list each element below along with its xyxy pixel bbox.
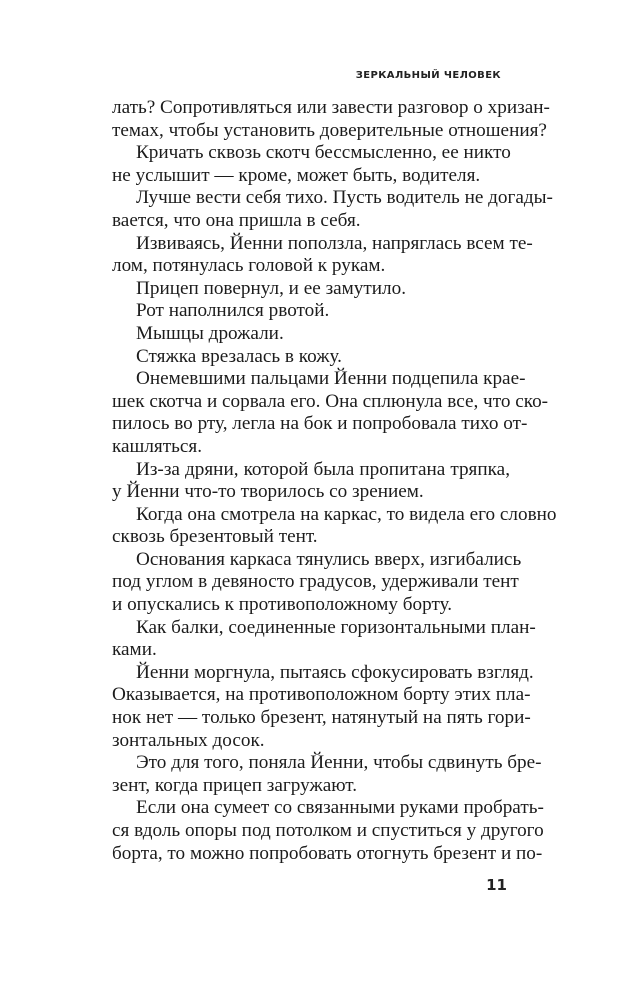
text-line: пилось во рту, легла на бок и попробовала тихо от- [112,413,528,435]
text-line: Как балки, соединенные горизонтальными план- [136,616,536,638]
text-line: лать? Сопротивляться или завести разговор о хризан- [112,97,550,118]
text-line: Это для того, поняла Йенни, чтобы сдвинуть бре- [136,752,542,774]
text-line: ся вдоль опоры под потолком и спуститься у другого [112,820,544,841]
text-line: Из-за дряни, которой была пропитана тряпка, [136,458,510,480]
text-line: шек скотча и сорвала его. Она сплюнула все, что ско- [112,390,549,412]
text-line: Мышцы дрожали. [136,322,284,344]
paragraph [112,232,533,278]
paragraph [112,616,536,662]
paragraph [112,142,510,187]
text-line: лом, потянулась головой к рукам. [112,255,386,277]
paragraph [112,97,550,142]
text-line: и опускались к противоположному борту. [112,594,453,616]
text-line: ками. [112,639,157,661]
text-line: сквозь брезентовый тент. [112,526,318,548]
paragraph [112,548,522,617]
paragraph [112,752,542,797]
text-line: темах, чтобы установить доверительные отношения? [112,119,547,141]
text-line: под углом в девяносто градусов, удерживали тент [112,571,519,593]
text-line: Лучше вести себя тихо. Пусть водитель не догады- [136,187,553,209]
paragraph [112,300,510,323]
text-line: кашляться. [112,435,202,457]
text-line: Если она сумеет со связанными руками пробрать- [136,797,544,819]
text-line: Йенни моргнула, пытаясь сфокусировать взгляд. [136,661,534,683]
page-number: 11 [486,876,507,894]
paragraph [112,278,510,301]
body-text [112,97,557,865]
running-header: ЗЕРКАЛЬНЫЙ ЧЕЛОВЕК [355,70,501,81]
text-line: Прицеп повернул, и ее замутило. [136,277,407,299]
text-line: борта, то можно попробовать отогнуть брезент и по- [112,842,543,864]
text-line: зонтальных досок. [112,729,265,751]
paragraph [112,459,510,504]
paragraph [112,346,510,369]
text-line: Онемевшими пальцами Йенни подцепила крае- [136,368,526,390]
text-line: Основания каркаса тянулись вверх, изгибались [136,548,522,570]
paragraph [112,797,544,865]
text-line: Стяжка врезалась в кожу. [136,345,342,367]
text-line: зент, когда прицеп загружают. [112,774,358,796]
paragraph [112,368,549,458]
paragraph [112,323,510,346]
text-line: не услышит — кроме, может быть, водителя. [112,164,481,186]
text-line: Оказывается, на противоположном борту этих пла- [112,684,531,706]
paragraph [112,503,557,549]
text-line: нок нет — только брезент, натянутый на пять гори- [112,707,531,729]
text-line: Когда она смотрела на каркас, то видела его словно [136,503,557,525]
text-line: Кричать сквозь скотч бессмысленно, ее никто [136,142,511,164]
text-line: у Йенни что-то творилось со зрением. [112,481,424,503]
paragraph [112,187,553,232]
text-line: вается, что она пришла в себя. [112,209,361,231]
text-line: Извиваясь, Йенни поползла, напряглась всем те- [136,232,533,254]
paragraph [112,661,534,752]
text-line: Рот наполнился рвотой. [136,300,330,322]
